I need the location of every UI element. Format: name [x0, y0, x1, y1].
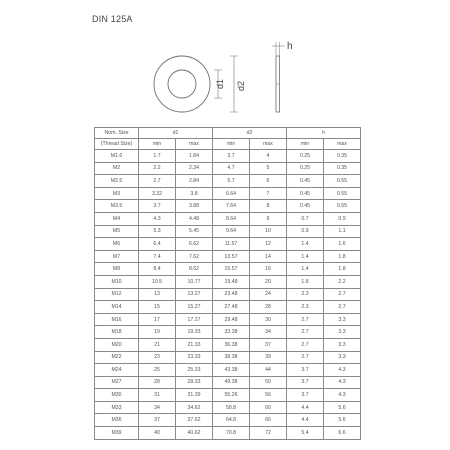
cell-size: M24 — [95, 364, 139, 377]
cell-h-min: 1.4 — [287, 263, 324, 276]
cell-d1-min: 3.32 — [139, 187, 176, 200]
cell-h-min: 1.4 — [287, 250, 324, 263]
cell-d2-max: 39 — [250, 351, 287, 364]
table-row — [95, 338, 361, 351]
table-row — [95, 427, 361, 440]
cell-d1-max: 7.62 — [176, 250, 213, 263]
cell-size: M3 — [95, 187, 139, 200]
cell-h-max: 2.7 — [324, 288, 361, 301]
cell-d2-min: 4.7 — [213, 162, 250, 175]
washer-inner-circle — [168, 70, 196, 98]
cell-d2-min: 33.38 — [213, 326, 250, 339]
cell-h-max: 4.3 — [324, 376, 361, 389]
table-row — [95, 414, 361, 427]
cell-d2-min: 8.64 — [213, 212, 250, 225]
cell-h-max: 0.55 — [324, 175, 361, 188]
cell-d1-min: 2.2 — [139, 162, 176, 175]
cell-size: M18 — [95, 326, 139, 339]
cell-d1-min: 40 — [139, 427, 176, 440]
washer-drawing — [84, 9, 368, 134]
cell-h-min: 3.7 — [287, 364, 324, 377]
cell-d2-min: 5.7 — [213, 175, 250, 188]
cell-d2-max: 7 — [250, 187, 287, 200]
cell-h-max: 3.3 — [324, 313, 361, 326]
document-title: DIN 125A — [92, 14, 133, 24]
cell-d2-min: 64.8 — [213, 414, 250, 427]
cell-size: M12 — [95, 288, 139, 301]
header-h-max: max — [324, 139, 361, 150]
cell-d1-min: 6.4 — [139, 238, 176, 251]
table-row — [95, 275, 361, 288]
cell-size: M10 — [95, 275, 139, 288]
table-row — [95, 150, 361, 163]
table-row — [95, 301, 361, 314]
table-row — [95, 187, 361, 200]
cell-size: M3.5 — [95, 200, 139, 213]
cell-d2-max: 24 — [250, 288, 287, 301]
cell-d2-max: 66 — [250, 414, 287, 427]
datasheet — [84, 9, 368, 441]
cell-d2-max: 60 — [250, 401, 287, 414]
table-row — [95, 250, 361, 263]
table-row — [95, 225, 361, 238]
header-d2-max: max — [250, 139, 287, 150]
cell-h-min: 0.45 — [287, 175, 324, 188]
cell-h-max: 3.3 — [324, 351, 361, 364]
cell-d1-max: 21.33 — [176, 338, 213, 351]
spec-table — [94, 127, 361, 440]
header-d1-max: max — [176, 139, 213, 150]
cell-d2-max: 6 — [250, 175, 287, 188]
cell-d2-min: 7.64 — [213, 200, 250, 213]
cell-h-max: 0.55 — [324, 200, 361, 213]
cell-h-min: 3.7 — [287, 389, 324, 402]
cell-h-min: 2.7 — [287, 313, 324, 326]
cell-d1-min: 7.4 — [139, 250, 176, 263]
cell-d2-min: 29.48 — [213, 313, 250, 326]
h-label: h — [287, 41, 293, 52]
cell-h-max: 1.1 — [324, 225, 361, 238]
cell-d2-max: 44 — [250, 364, 287, 377]
washer-outer-circle — [154, 56, 210, 112]
cell-d1-max: 2.34 — [176, 162, 213, 175]
cell-d2-max: 30 — [250, 313, 287, 326]
cell-d2-min: 3.7 — [213, 150, 250, 163]
cell-d2-max: 16 — [250, 263, 287, 276]
cell-d2-min: 27.48 — [213, 301, 250, 314]
cell-d1-max: 37.62 — [176, 414, 213, 427]
cell-h-max: 5.6 — [324, 401, 361, 414]
cell-d1-min: 19 — [139, 326, 176, 339]
cell-d2-max: 34 — [250, 326, 287, 339]
table-row — [95, 351, 361, 364]
header-nom-size: Nom. Size — [95, 128, 139, 139]
cell-d2-min: 6.64 — [213, 187, 250, 200]
cell-d2-max: 9 — [250, 212, 287, 225]
cell-h-max: 6.6 — [324, 427, 361, 440]
cell-d2-max: 37 — [250, 338, 287, 351]
cell-h-min: 2.7 — [287, 326, 324, 339]
table-row — [95, 313, 361, 326]
cell-d1-min: 28 — [139, 376, 176, 389]
cell-h-max: 0.35 — [324, 162, 361, 175]
cell-h-min: 0.7 — [287, 212, 324, 225]
cell-d2-min: 43.38 — [213, 364, 250, 377]
header-d2: d2 — [213, 128, 287, 139]
cell-d1-max: 2.84 — [176, 175, 213, 188]
cell-d1-min: 21 — [139, 338, 176, 351]
cell-size: M6 — [95, 238, 139, 251]
cell-d2-max: 28 — [250, 301, 287, 314]
cell-size: M8 — [95, 263, 139, 276]
cell-size: M16 — [95, 313, 139, 326]
cell-d1-min: 2.7 — [139, 175, 176, 188]
cell-d1-min: 37 — [139, 414, 176, 427]
cell-size: M27 — [95, 376, 139, 389]
cell-d2-min: 11.57 — [213, 238, 250, 251]
header-row-1 — [95, 128, 361, 139]
header-h-min: min — [287, 139, 324, 150]
cell-size: M33 — [95, 401, 139, 414]
cell-d1-max: 19.33 — [176, 326, 213, 339]
cell-size: M2.5 — [95, 175, 139, 188]
cell-d1-max: 34.62 — [176, 401, 213, 414]
cell-h-min: 2.7 — [287, 351, 324, 364]
cell-h-max: 3.3 — [324, 338, 361, 351]
cell-h-min: 4.4 — [287, 401, 324, 414]
cell-size: M5 — [95, 225, 139, 238]
cell-d1-min: 13 — [139, 288, 176, 301]
cell-h-min: 3.7 — [287, 376, 324, 389]
cell-d1-max: 40.62 — [176, 427, 213, 440]
cell-size: M14 — [95, 301, 139, 314]
cell-d2-min: 13.57 — [213, 250, 250, 263]
cell-d1-min: 34 — [139, 401, 176, 414]
cell-d2-min: 55.26 — [213, 389, 250, 402]
table-row — [95, 401, 361, 414]
cell-h-max: 4.3 — [324, 389, 361, 402]
cell-d2-max: 72 — [250, 427, 287, 440]
cell-d1-min: 10.5 — [139, 275, 176, 288]
cell-d1-max: 3.8 — [176, 187, 213, 200]
cell-d2-max: 20 — [250, 275, 287, 288]
cell-d1-min: 1.7 — [139, 150, 176, 163]
cell-d2-min: 58.8 — [213, 401, 250, 414]
table-row — [95, 389, 361, 402]
cell-d2-min: 49.38 — [213, 376, 250, 389]
cell-d2-max: 4 — [250, 150, 287, 163]
cell-h-min: 0.9 — [287, 225, 324, 238]
cell-d1-min: 25 — [139, 364, 176, 377]
cell-d1-min: 15 — [139, 301, 176, 314]
cell-size: M30 — [95, 389, 139, 402]
d1-label: d1 — [215, 78, 225, 89]
header-d1: d1 — [139, 128, 213, 139]
header-thread-size: (Thread Size) — [95, 139, 139, 150]
cell-d2-max: 12 — [250, 238, 287, 251]
d2-label: d2 — [236, 80, 246, 91]
cell-d1-max: 8.62 — [176, 263, 213, 276]
table-row — [95, 238, 361, 251]
cell-h-max: 2.7 — [324, 301, 361, 314]
cell-h-max: 0.55 — [324, 187, 361, 200]
cell-size: M4 — [95, 212, 139, 225]
cell-h-max: 2.2 — [324, 275, 361, 288]
cell-d1-min: 31 — [139, 389, 176, 402]
cell-h-min: 2.3 — [287, 301, 324, 314]
cell-d1-max: 3.88 — [176, 200, 213, 213]
cell-h-min: 2.3 — [287, 288, 324, 301]
table-row — [95, 263, 361, 276]
cell-d1-min: 3.7 — [139, 200, 176, 213]
header-d1-min: min — [139, 139, 176, 150]
cell-d1-max: 1.84 — [176, 150, 213, 163]
cell-size: M22 — [95, 351, 139, 364]
cell-size: M36 — [95, 414, 139, 427]
cell-d2-min: 70.8 — [213, 427, 250, 440]
header-row-2 — [95, 139, 361, 150]
header-h: h — [287, 128, 361, 139]
cell-size: M7 — [95, 250, 139, 263]
cell-h-max: 0.9 — [324, 212, 361, 225]
cell-h-max: 3.3 — [324, 326, 361, 339]
cell-d1-max: 6.62 — [176, 238, 213, 251]
cell-size: M1.6 — [95, 150, 139, 163]
cell-d1-max: 15.27 — [176, 301, 213, 314]
cell-d2-min: 36.38 — [213, 338, 250, 351]
cell-h-max: 5.6 — [324, 414, 361, 427]
table-row — [95, 212, 361, 225]
cell-d2-min: 19.48 — [213, 275, 250, 288]
cell-h-max: 4.3 — [324, 364, 361, 377]
cell-h-min: 1.8 — [287, 275, 324, 288]
cell-h-min: 5.4 — [287, 427, 324, 440]
cell-size: M39 — [95, 427, 139, 440]
cell-d2-max: 10 — [250, 225, 287, 238]
cell-d1-min: 8.4 — [139, 263, 176, 276]
table-row — [95, 200, 361, 213]
cell-d2-max: 8 — [250, 200, 287, 213]
cell-d2-min: 9.64 — [213, 225, 250, 238]
cell-h-max: 1.8 — [324, 250, 361, 263]
cell-h-min: 0.25 — [287, 150, 324, 163]
cell-h-min: 2.7 — [287, 338, 324, 351]
cell-d1-max: 4.48 — [176, 212, 213, 225]
table-row — [95, 162, 361, 175]
table-row — [95, 175, 361, 188]
cell-d1-max: 5.45 — [176, 225, 213, 238]
cell-h-min: 0.25 — [287, 162, 324, 175]
table-row — [95, 364, 361, 377]
table-row — [95, 326, 361, 339]
cell-d2-max: 14 — [250, 250, 287, 263]
cell-d2-min: 15.57 — [213, 263, 250, 276]
cell-d1-max: 17.27 — [176, 313, 213, 326]
cell-d1-max: 23.33 — [176, 351, 213, 364]
cell-d1-max: 31.39 — [176, 389, 213, 402]
header-d2-min: min — [213, 139, 250, 150]
cell-h-max: 1.6 — [324, 238, 361, 251]
cell-h-min: 0.45 — [287, 200, 324, 213]
cell-size: M20 — [95, 338, 139, 351]
cell-d2-max: 50 — [250, 376, 287, 389]
cell-d2-min: 38.38 — [213, 351, 250, 364]
cell-d1-min: 5.3 — [139, 225, 176, 238]
cell-d1-min: 23 — [139, 351, 176, 364]
cell-d2-min: 23.48 — [213, 288, 250, 301]
cell-h-max: 1.8 — [324, 263, 361, 276]
cell-d1-max: 10.77 — [176, 275, 213, 288]
cell-d1-max: 25.33 — [176, 364, 213, 377]
cell-d2-max: 56 — [250, 389, 287, 402]
cell-d2-max: 5 — [250, 162, 287, 175]
cell-d1-min: 17 — [139, 313, 176, 326]
cell-d1-min: 4.3 — [139, 212, 176, 225]
table-row — [95, 288, 361, 301]
cell-h-min: 4.4 — [287, 414, 324, 427]
table-row — [95, 376, 361, 389]
cell-h-max: 0.35 — [324, 150, 361, 163]
cell-d1-max: 28.33 — [176, 376, 213, 389]
cell-d1-max: 13.27 — [176, 288, 213, 301]
cell-h-min: 1.4 — [287, 238, 324, 251]
cell-size: M2 — [95, 162, 139, 175]
cell-h-min: 0.45 — [287, 187, 324, 200]
